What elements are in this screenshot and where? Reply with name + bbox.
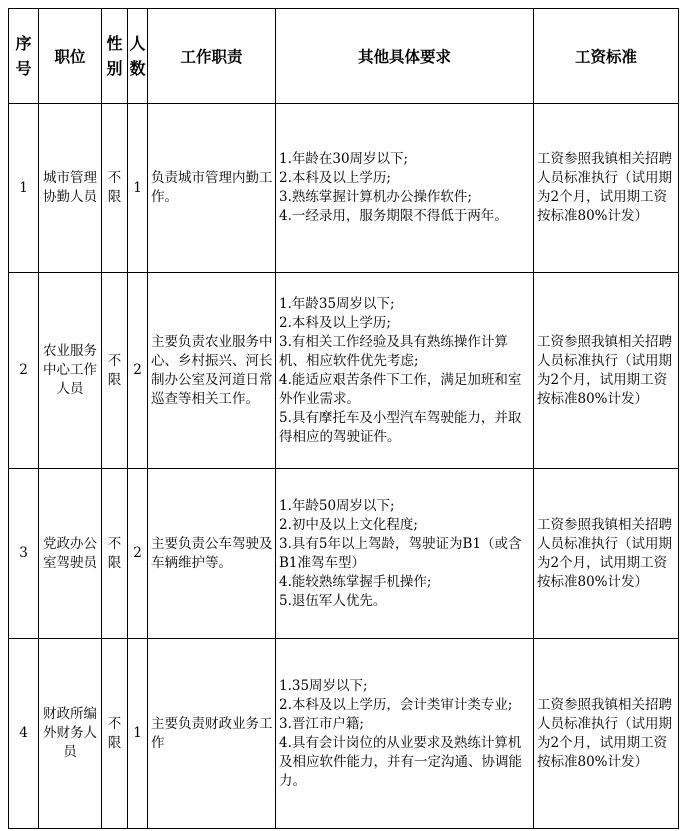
requirement-line: 2.本科及以上学历; xyxy=(279,314,391,331)
table-row xyxy=(9,639,679,829)
cell-salary: 工资参照我镇相关招聘人员标准执行（试用期为2个月，试用期工资按标准80%计发） xyxy=(534,639,679,829)
cell-count: 2 xyxy=(128,273,148,469)
cell-position: 党政办公室驾驶员 xyxy=(39,469,102,639)
table-row xyxy=(9,273,679,469)
cell-no: 4 xyxy=(9,639,39,829)
requirement-line: 3.晋江市户籍; xyxy=(279,715,364,732)
cell-salary: 工资参照我镇相关招聘人员标准执行（试用期为2个月，试用期工资按标准80%计发） xyxy=(534,273,679,469)
requirement-line: 2.本科及以上学历; xyxy=(279,170,391,186)
header-requirements: 其他具体要求 xyxy=(276,9,534,104)
table-row xyxy=(9,469,679,639)
requirement-line: 5.退伍军人优先。 xyxy=(279,592,387,609)
requirement-line: 1.年龄35周岁以下; xyxy=(279,295,395,312)
cell-gender: 不限 xyxy=(102,469,128,639)
cell-salary: 工资参照我镇相关招聘人员标准执行（试用期为2个月，试用期工资按标准80%计发） xyxy=(534,469,679,639)
cell-salary: 工资参照我镇相关招聘人员标准执行（试用期为2个月，试用期工资按标准80%计发） xyxy=(534,104,679,273)
cell-count: 1 xyxy=(128,639,148,829)
requirement-line: 5.具有摩托车及小型汽车驾驶能力，并取得相应的驾驶证件。 xyxy=(279,409,522,445)
cell-count: 2 xyxy=(128,469,148,639)
cell-count: 1 xyxy=(128,104,148,273)
header-salary: 工资标准 xyxy=(534,9,679,104)
requirement-line: 2.本科及以上学历，会计类审计类专业; xyxy=(279,696,513,713)
requirement-line: 3.有相关工作经验及具有熟练操作计算机、相应软件优先考虑; xyxy=(279,333,508,369)
cell-requirements xyxy=(276,273,534,469)
header-count: 人数 xyxy=(128,9,148,104)
cell-requirements xyxy=(276,469,534,639)
requirement-line: 1.年龄50周岁以下; xyxy=(279,497,395,514)
requirement-line: 4.具有会计岗位的从业要求及熟练计算机及相应软件能力，并有一定沟通、协调能力。 xyxy=(279,734,522,789)
cell-duties: 负责城市管理内勤工作。 xyxy=(148,104,276,273)
requirement-line: 4.能较熟练掌握手机操作; xyxy=(279,573,432,590)
cell-no: 1 xyxy=(9,104,39,273)
header-position: 职位 xyxy=(39,9,102,104)
cell-requirements xyxy=(276,104,534,273)
header-duties: 工作职责 xyxy=(148,9,276,104)
requirement-line: 4.一经录用，服务期限不得低于两年。 xyxy=(279,208,508,224)
cell-position: 城市管理协勤人员 xyxy=(39,104,102,273)
requirement-line: 2.初中及以上文化程度; xyxy=(279,516,418,533)
cell-position: 财政所编外财务人员 xyxy=(39,639,102,829)
cell-requirements xyxy=(276,639,534,829)
requirement-line: 1.35周岁以下; xyxy=(279,677,368,694)
cell-duties: 主要负责公车驾驶及车辆维护等。 xyxy=(148,469,276,639)
cell-no: 3 xyxy=(9,469,39,639)
requirement-line: 4.能适应艰苦条件下工作，满足加班和室外作业需求。 xyxy=(279,371,522,407)
cell-duties: 主要负责财政业务工作 xyxy=(148,639,276,829)
cell-position: 农业服务中心工作人员 xyxy=(39,273,102,469)
cell-duties: 主要负责农业服务中心、乡村振兴、河长制办公室及河道日常巡查等相关工作。 xyxy=(148,273,276,469)
requirement-line: 1.年龄在30周岁以下; xyxy=(279,151,409,167)
recruitment-table xyxy=(8,8,679,829)
requirement-line: 3.具有5年以上驾龄，驾驶证为B1（或含B1准驾车型） xyxy=(279,535,522,571)
cell-gender: 不限 xyxy=(102,104,128,273)
table-row xyxy=(9,104,679,273)
cell-gender: 不限 xyxy=(102,639,128,829)
header-no: 序号 xyxy=(9,9,39,104)
header-row xyxy=(9,9,679,104)
cell-no: 2 xyxy=(9,273,39,469)
cell-gender: 不限 xyxy=(102,273,128,469)
requirement-line: 3.熟练掌握计算机办公操作软件; xyxy=(279,189,472,205)
header-gender: 性别 xyxy=(102,9,128,104)
